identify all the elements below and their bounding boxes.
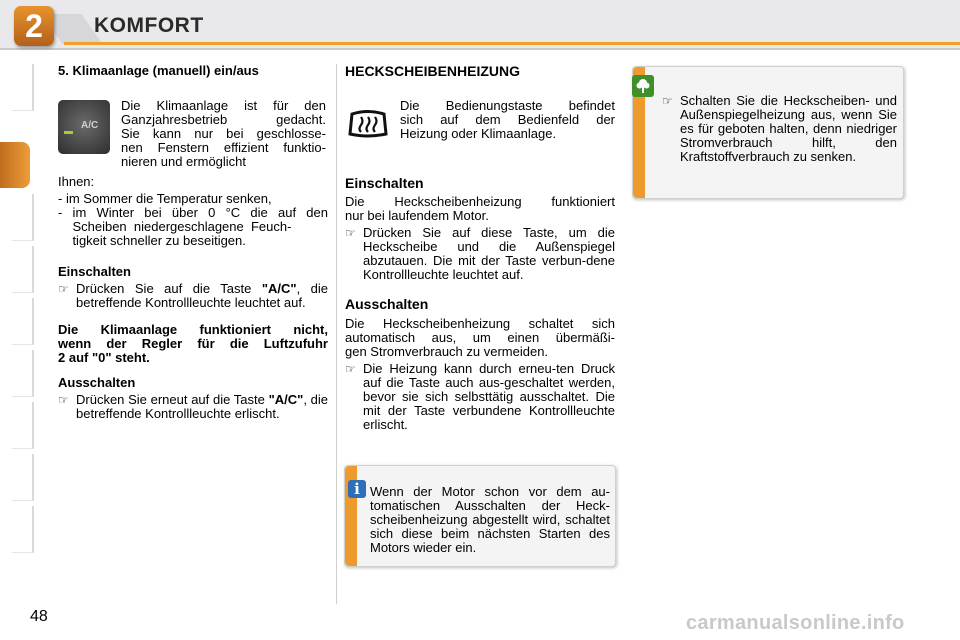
hand-pointer-icon: ☞ [662, 94, 673, 108]
ac-off-bullet [58, 393, 328, 421]
ac-icon-label: A/C [81, 120, 99, 131]
rear-on-text-line: nur bei laufendem Motor. [345, 208, 489, 223]
ac-dash-line: - im Winter bei über 0 °C die auf den [58, 205, 328, 220]
page-number: 48 [30, 608, 48, 625]
rear-on-bullet-text: Drücken Sie auf diese Taste, um die Heckscheibe und die Außenspiegel abzutauen. Die mit der Taste verbun-dene Kontrollleuchte leuchtet auf. [363, 225, 615, 282]
page-header [0, 0, 960, 50]
ac-intro-line: Ganzjahresbetrieb gedacht. [121, 112, 326, 127]
side-tab[interactable] [12, 402, 34, 449]
rear-defrost-intro [400, 99, 615, 141]
header-rule [64, 42, 960, 45]
ac-intro-line: nen Fenstern effizient funktio- [121, 140, 326, 155]
watermark: carmanualsonline.info [686, 612, 905, 634]
rear-on-bullet [345, 226, 615, 282]
chapter-side-tabs [0, 64, 34, 574]
ac-on-warning-line: Die Klimaanlage funktioniert nicht, [58, 322, 328, 337]
side-tab[interactable] [12, 298, 34, 345]
ac-on-heading: Einschalten [58, 264, 131, 279]
rear-defrost-heading: HECKSCHEIBENHEIZUNG [345, 63, 521, 79]
ac-intro-line: nieren und ermöglicht [121, 154, 247, 169]
rear-off-bullet [345, 362, 615, 432]
ac-indicator-light [64, 131, 73, 134]
ac-off-text-pre: Drücken Sie erneut auf die Taste [76, 392, 269, 407]
info-note-text: Wenn der Motor schon vor dem au-tomatischen Ausschalten der Heck-scheibenheizung abgestellt wird, schaltet sich diese beim nächsten Starten des Motors wieder ein. [370, 484, 610, 555]
chapter-badge: 2 [14, 6, 54, 46]
side-tab[interactable] [12, 64, 34, 111]
eco-tip-bullet [662, 94, 897, 164]
eco-tip-box [632, 66, 904, 199]
ac-on-warning-line: wenn der Regler für die Luftzufuhr [58, 336, 328, 351]
ac-dash-winter [58, 206, 328, 248]
info-note-box [344, 465, 616, 567]
side-tab[interactable] [12, 246, 34, 293]
ac-on-text-pre: Drücken Sie auf die Taste [76, 281, 262, 296]
rear-off-text [345, 317, 615, 359]
hand-pointer-icon: ☞ [58, 282, 69, 296]
info-icon-glyph: i [354, 480, 360, 498]
ac-dash-line: tigkeit schneller zu beseitigen. [58, 233, 246, 248]
eco-tree-svg [635, 77, 651, 95]
ac-button-icon [58, 100, 110, 154]
rear-window-heater-svg [348, 108, 388, 140]
rear-on-heading: Einschalten [345, 175, 424, 191]
rear-on-text-line: Die Heckscheibenheizung funktioniert [345, 194, 615, 209]
ac-on-bullet [58, 282, 328, 310]
ac-off-text-post: , die betreffende Kontrollleuchte erlischt. [76, 392, 328, 421]
side-tab[interactable] [12, 506, 34, 553]
hand-pointer-icon: ☞ [58, 393, 69, 407]
hand-pointer-icon: ☞ [345, 362, 356, 376]
ac-dash-summer: - im Sommer die Temperatur senken, [58, 191, 272, 206]
ac-on-text-post: , die betreffende Kontrollleuchte leuchtet auf. [76, 281, 328, 310]
ac-dash-line: Scheiben niedergeschlagene Feuch- [58, 219, 292, 234]
eco-tree-icon [632, 75, 654, 97]
ac-off-heading: Ausschalten [58, 375, 136, 390]
ac-on-warning [58, 323, 328, 365]
info-icon [348, 480, 366, 498]
rear-off-text-line: automatisch aus, um einen übermäßi- [345, 330, 615, 345]
rear-window-heater-icon [348, 108, 388, 140]
ac-intro [121, 99, 326, 169]
hand-pointer-icon: ☞ [345, 226, 356, 240]
eco-tip-text: Schalten Sie die Heckscheiben- und Außenspiegelheizung aus, wenn Sie es für geboten halten, denn niedriger Stromverbrauch hilft, den Kraftstoffverbrauch zu senken. [680, 93, 897, 164]
ac-off-bullet-text [76, 393, 328, 421]
side-tab[interactable] [12, 350, 34, 397]
column-divider [336, 64, 337, 604]
rear-off-heading: Ausschalten [345, 296, 429, 312]
rear-intro-line: Die Bedienungstaste befindet [400, 98, 615, 113]
side-tab[interactable] [12, 194, 34, 241]
ac-on-warning-line: 2 auf "0" steht. [58, 350, 150, 365]
rear-intro-line: Heizung oder Klimaanlage. [400, 126, 557, 141]
ac-ihnen: Ihnen: [58, 174, 95, 189]
ac-heading: 5. Klimaanlage (manuell) ein/aus [58, 63, 259, 78]
side-tab-active[interactable] [0, 142, 30, 188]
rear-off-bullet-text: Die Heizung kann durch erneu-ten Druck auf die Taste auch aus-geschaltet werden, bevor sie sich selbsttätig ausschaltet. Die mit der Taste verbundene Kontrollleuchte erlischt. [363, 361, 615, 432]
ac-intro-line: Die Klimaanlage ist für den [121, 98, 326, 113]
ac-off-key: "A/C" [268, 392, 304, 407]
side-tab[interactable] [12, 454, 34, 501]
rear-on-text [345, 195, 615, 223]
ac-on-bullet-text [76, 282, 328, 310]
page-title: KOMFORT [94, 14, 204, 37]
rear-off-text-line: gen Stromverbrauch zu vermeiden. [345, 344, 549, 359]
ac-intro-line: Sie kann nur bei geschlosse- [121, 126, 326, 141]
ac-on-key: "A/C" [261, 281, 297, 296]
rear-intro-line: sich auf dem Bedienfeld der [400, 112, 615, 127]
rear-off-text-line: Die Heckscheibenheizung schaltet sich [345, 316, 615, 331]
